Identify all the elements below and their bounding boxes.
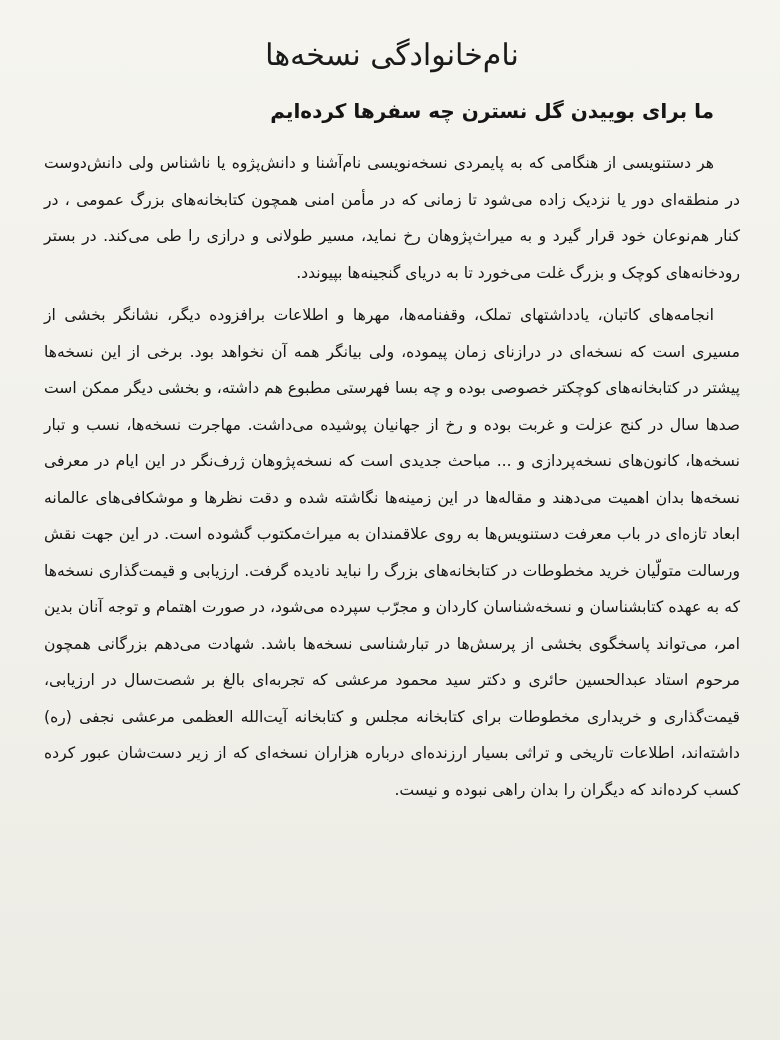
page-title: نام‌خانوادگی نسخه‌ها [265, 38, 519, 73]
paragraph-2: انجامه‌های کاتبان، یادداشتهای تملک، وقفنامه‌ها، مهرها و اطلاعات برافزوده دیگر، نشانگر بخشی از مسیری است که نسخه‌ای در درازنای زمان پیموده، ولی بیانگر همه آن نخواهد بود. برخی از این نسخه‌ها پیشتر در کتابخانه‌های کوچکتر خصوصی بوده و چه بسا فهرستی مطبوع هم داشته، و بخشی دیگر ممکن است صدها سال در کنج عزلت و غربت بوده و رخ از جهانیان پوشیده می‌داشت. مهاجرت نسخه‌ها، نسب و تبار نسخه‌ها، کانون‌های نسخه‌پردازی و ... مباحث جدیدی است که نسخه‌پژوهان ژرف‌نگر در این ایام در معرفی نسخه‌ها بدان اهمیت می‌دهند و مقاله‌ها در این زمینه‌ها نگاشته شده و دقت نظرها و موشکافی‌های عالمانه ابعاد تازه‌ای در باب معرفت دستنویس‌ها به روی علاقمندان به میراث‌مکتوب گشوده است. در این جهت نقش ورسالت متولّیان خرید مخطوطات در کتابخانه‌های بزرگ را نباید نادیده گرفت. ارزیابی و قیمت‌گذاری نسخه‌ها که به عهده کتابشناسان و نسخه‌شناسان کاردان و مجرّب سپرده می‌شود، در صورت اهتمام و توجه آنان بدین امر، می‌تواند پاسخگوی بخشی از پرسش‌ها در تبارشناسی نسخه‌ها باشد. شهادت می‌دهم بزرگانی همچون مرحوم استاد عبدالحسین حائری و دکتر سید محمود مرعشی که تجربه‌ای بالغ بر شصت‌سال در ارزیابی، قیمت‌گذاری و خریداری مخطوطات برای کتابخانه مجلس و کتابخانه آیت‌الله العظمی مرعشی نجفی (ره) داشته‌اند، اطلاعات تاریخی و تراثی بسیار ارزنده‌ای درباره هزاران نسخه‌ای که از زیر دست‌شان عبور کرده کسب کرده‌اند که دیگران را بدان راهی نبوده و نیست. [44, 306, 740, 799]
page-subtitle: ما برای بوییدن گل نسترن چه سفرها کرده‌ایم [270, 99, 714, 123]
paragraph-1: هر دستنویسی از هنگامی که به پایمردی نسخه‌نویسی نام‌آشنا و دانش‌پژوه یا ناشناس ولی دانش‌دوست در منطقه‌ای دور یا نزدیک زاده می‌شود تا زمانی که در مأمن امنی همچون کتابخانه‌های بزرگ عمومی ، در کنار هم‌نوعان خود قرار گیرد و به میراث‌پژوهان رخ نماید، مسیر طولانی و درازی را طی می‌کند. در بستر رودخانه‌های کوچک و بزرگ غلت می‌خورد تا به دریای گنجینه‌ها بپیوندد. [44, 154, 740, 282]
